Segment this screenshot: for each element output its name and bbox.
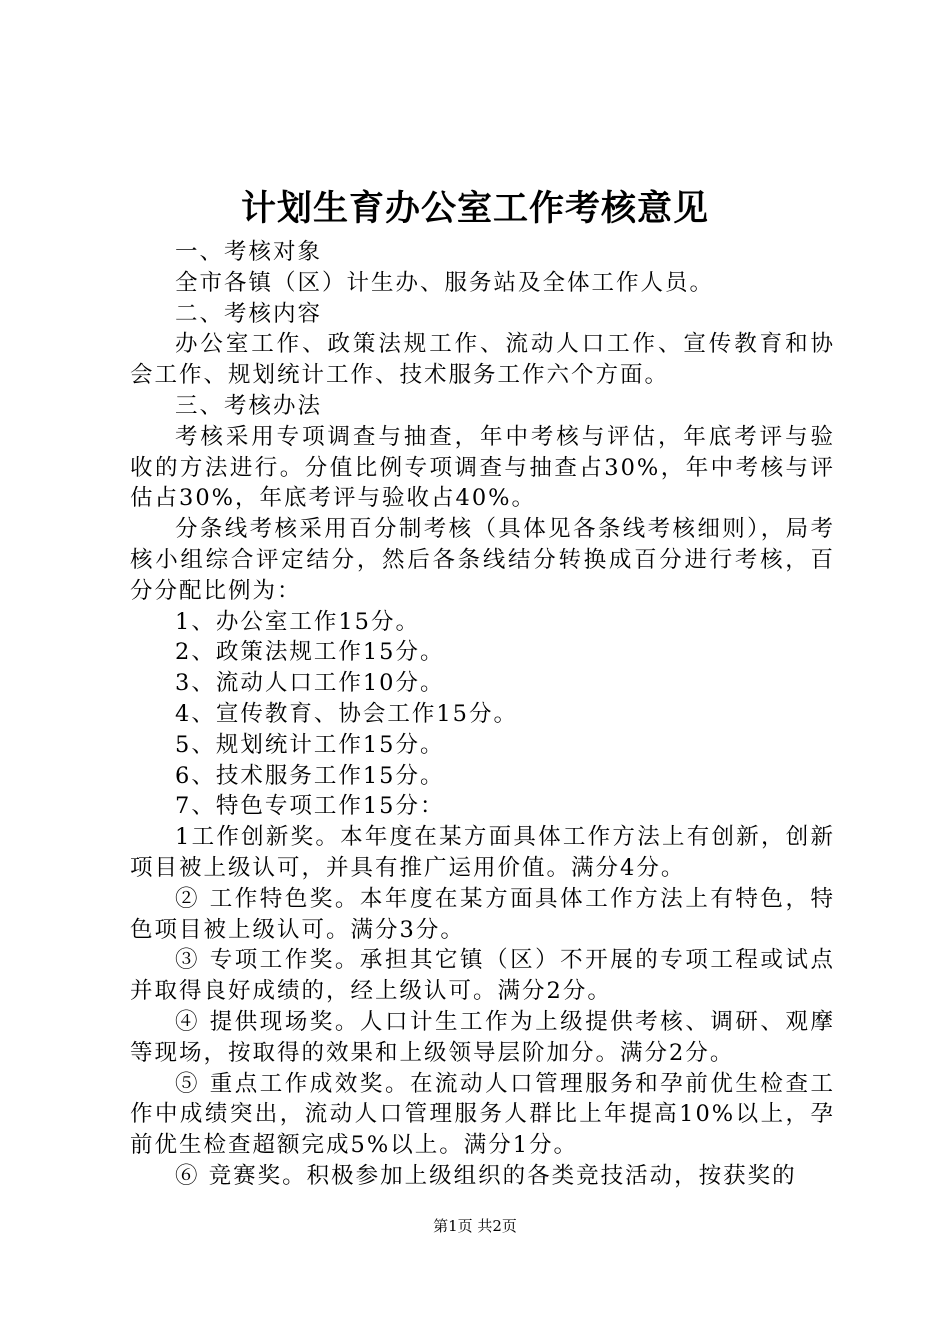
list-item: 5、规划统计工作15分。: [175, 731, 445, 758]
paragraph: 办公室工作、政策法规工作、流动人口工作、宣传教育和协会工作、规划统计工作、技术服务工作六个方面。: [130, 331, 835, 389]
award-item: ④ 提供现场奖。人口计生工作为上级提供考核、调研、观摩等现场，按取得的效果和上级领导层阶加分。满分2分。: [130, 1008, 835, 1066]
award-item: ⑤ 重点工作成效奖。在流动人口管理服务和孕前优生检查工作中成绩突出，流动人口管理服务人群比上年提高10%以上，孕前优生检查超额完成5%以上。满分1分。: [130, 1070, 835, 1159]
list-item: 6、技术服务工作15分。: [175, 762, 445, 789]
list-item: 4、宣传教育、协会工作15分。: [175, 700, 518, 727]
award-item: ③ 专项工作奖。承担其它镇（区）不开展的专项工程或试点并取得良好成绩的，经上级认可。满分2分。: [130, 947, 835, 1005]
paragraph: 分条线考核采用百分制考核（具体见各条线考核细则），局考核小组综合评定结分，然后各条线结分转换成百分进行考核，百分分配比例为：: [130, 516, 835, 604]
paragraph: 全市各镇（区）计生办、服务站及全体工作人员。: [175, 269, 715, 296]
list-item: 3、流动人口工作10分。: [175, 670, 445, 697]
award-item: 1工作创新奖。本年度在某方面具体工作方法上有创新，创新项目被上级认可，并具有推广运用价值。满分4分。: [130, 824, 835, 881]
document-body: [130, 237, 835, 1192]
section-heading: 三、考核办法: [175, 392, 323, 419]
section-heading: 二、考核内容: [175, 300, 323, 327]
list-item: 2、政策法规工作15分。: [175, 639, 445, 666]
paragraph: 考核采用专项调查与抽查，年中考核与评估，年底考评与验收的方法进行。分值比例专项调查与抽查占30%，年中考核与评估占30%，年底考评与验收占40%。: [130, 423, 835, 512]
award-item: ② 工作特色奖。本年度在某方面具体工作方法上有特色，特色项目被上级认可。满分3分。: [130, 885, 835, 943]
document-title: 计划生育办公室工作考核意见: [240, 188, 709, 229]
list-item: 7、特色专项工作15分：: [175, 793, 445, 820]
award-item: ⑥ 竞赛奖。积极参加上级组织的各类竞技活动，按获奖的: [175, 1162, 797, 1189]
section-heading: 一、考核对象: [175, 239, 323, 265]
list-item: 1、办公室工作15分。: [175, 608, 420, 635]
page-footer: 第1页 共2页: [433, 1217, 517, 1235]
